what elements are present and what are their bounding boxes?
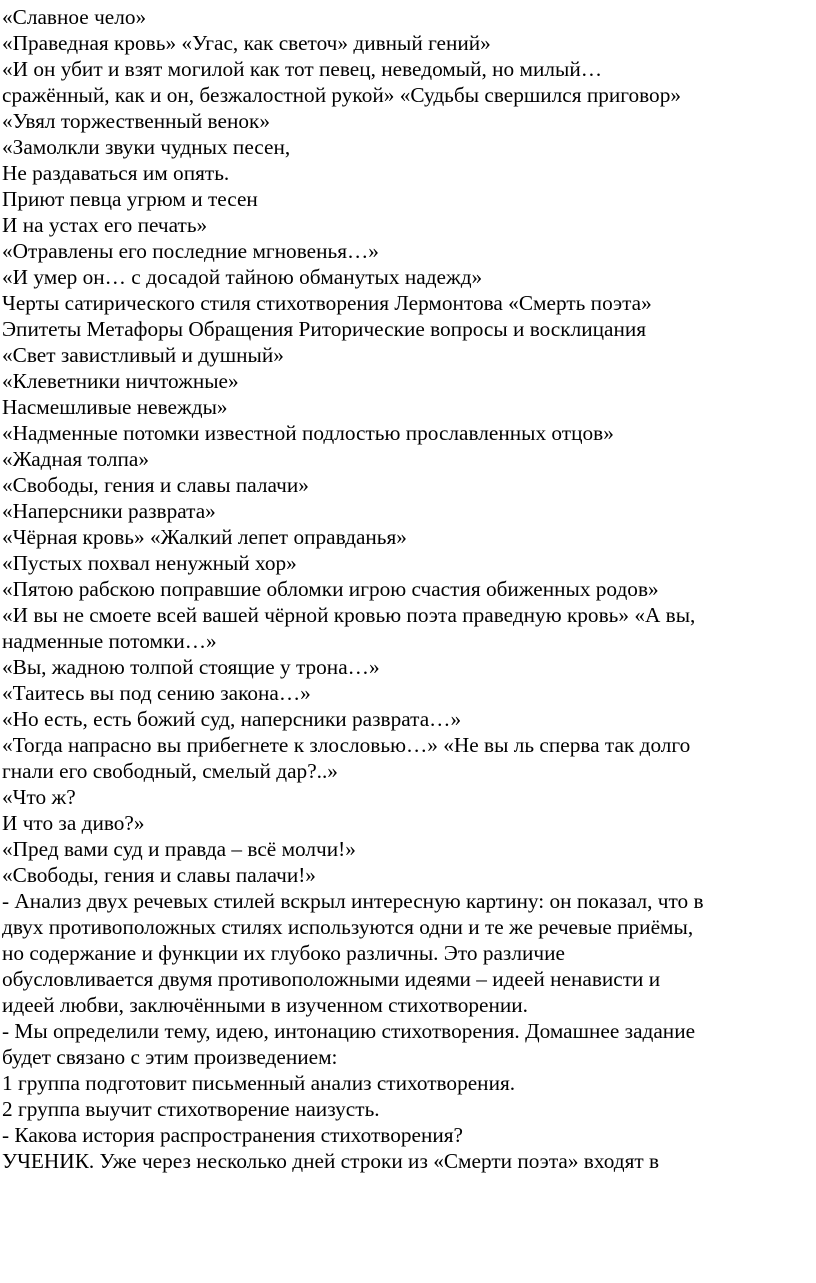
text-line: «Наперсники разврата» xyxy=(2,499,216,523)
paragraph-line: - Мы определили тему, идею, интонацию стихотворения. Домашнее задание xyxy=(2,1019,696,1043)
text-line: «Надменные потомки известной подлостью прославленных отцов» xyxy=(2,421,614,445)
text-line: сражённый, как и он, безжалостной рукой» «Судьбы свершился приговор» xyxy=(2,83,681,107)
text-line: «Тогда напрасно вы прибегнете к злословью…» «Не вы ль сперва так долго xyxy=(2,733,691,757)
text-line: «Свет завистливый и душный» xyxy=(2,343,284,367)
text-line: «Клеветники ничтожные» xyxy=(2,369,239,393)
paragraph-line: УЧЕНИК. Уже через несколько дней строки из «Смерти поэта» входят в xyxy=(2,1149,660,1173)
paragraph-line: 2 группа выучит стихотворение наизусть. xyxy=(2,1097,380,1121)
text-line: «Вы, жадною толпой стоящие у трона…» xyxy=(2,655,380,679)
text-line: «Пустых похвал ненужный хор» xyxy=(2,551,297,575)
text-line: «Таитесь вы под сению закона…» xyxy=(2,681,311,705)
text-line: «Пред вами суд и правда – всё молчи!» xyxy=(2,837,356,861)
paragraph-line: но содержание и функции их глубоко различны. Это различие xyxy=(2,941,565,965)
text-line: «И умер он… с досадой тайною обманутых надежд» xyxy=(2,265,483,289)
text-line: «Праведная кровь» «Угас, как светоч» дивный гений» xyxy=(2,31,491,55)
paragraph-line: идеей любви, заключёнными в изученном стихотворении. xyxy=(2,993,528,1017)
paragraph-line: будет связано с этим произведением: xyxy=(2,1045,338,1069)
text-line: «Жадная толпа» xyxy=(2,447,149,471)
text-line: «Увял торжественный венок» xyxy=(2,109,270,133)
text-line: Насмешливые невежды» xyxy=(2,395,228,419)
paragraph-line: 1 группа подготовит письменный анализ стихотворения. xyxy=(2,1071,516,1095)
text-line: «И вы не смоете всей вашей чёрной кровью поэта праведную кровь» «А вы, xyxy=(2,603,696,627)
paragraph-line: обусловливается двумя противоположными идеями – идеей ненависти и xyxy=(2,967,661,991)
text-line: «Славное чело» xyxy=(2,5,147,29)
text-line: гнали его свободный, смелый дар?..» xyxy=(2,759,338,783)
paragraph-line: - Анализ двух речевых стилей вскрыл интересную картину: он показал, что в xyxy=(2,889,704,913)
paragraph-line: двух противоположных стилях используются одни и те же речевые приёмы, xyxy=(2,915,694,939)
text-line: «И он убит и взят могилой как тот певец, неведомый, но милый… xyxy=(2,57,603,81)
text-line: надменные потомки…» xyxy=(2,629,217,653)
text-line: «Свободы, гения и славы палачи!» xyxy=(2,863,316,887)
text-line: И что за диво?» xyxy=(2,811,145,835)
text-line: Эпитеты Метафоры Обращения Риторические вопросы и восклицания xyxy=(2,317,647,341)
paragraph-line: - Какова история распространения стихотворения? xyxy=(2,1123,463,1147)
text-line: «Что ж? xyxy=(2,785,76,809)
text-line: Не раздаваться им опять. xyxy=(2,161,230,185)
text-line: «Чёрная кровь» «Жалкий лепет оправданья» xyxy=(2,525,407,549)
text-line: «Отравлены его последние мгновенья…» xyxy=(2,239,379,263)
text-line: «Пятою рабскою поправшие обломки игрою счастия обиженных родов» xyxy=(2,577,659,601)
section-heading: Черты сатирического стиля стихотворения Лермонтова «Смерть поэта» xyxy=(2,291,652,315)
text-line: Приют певца угрюм и тесен xyxy=(2,187,258,211)
text-line: «Свободы, гения и славы палачи» xyxy=(2,473,309,497)
text-line: «Замолкли звуки чудных песен, xyxy=(2,135,291,159)
text-line: «Но есть, есть божий суд, наперсники разврата…» xyxy=(2,707,462,731)
text-line: И на устах его печать» xyxy=(2,213,208,237)
